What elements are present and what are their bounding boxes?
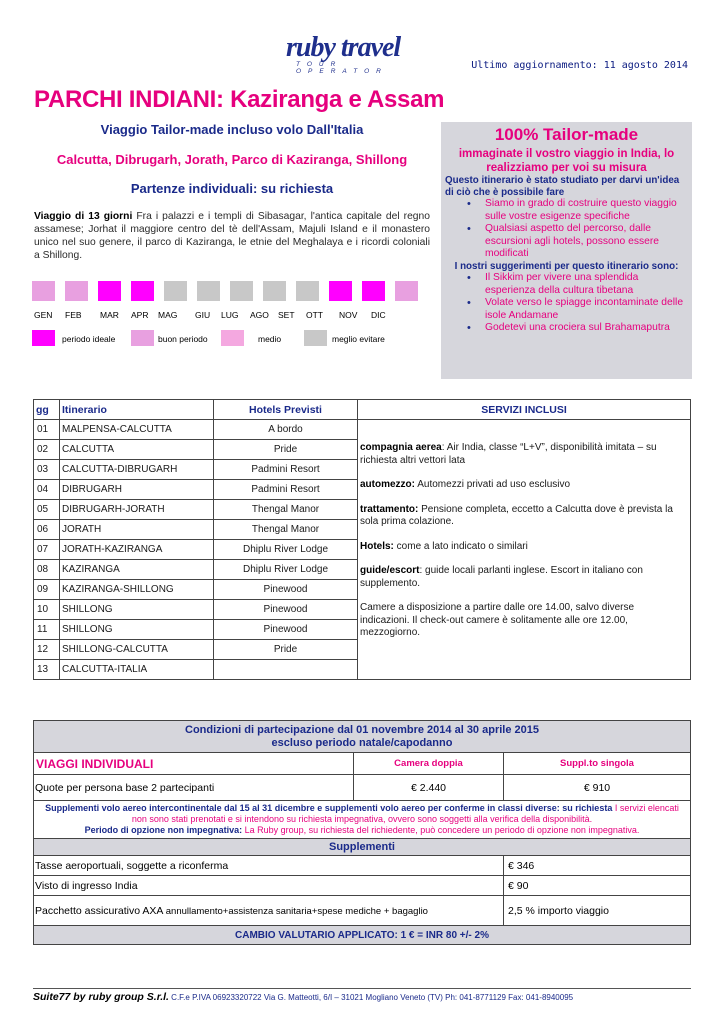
footer-divider (33, 988, 691, 989)
month-calendar (32, 281, 422, 324)
col-servizi: SERVIZI INCLUSI (358, 400, 691, 420)
col-itinerario: Itinerario (60, 400, 214, 420)
supplement-label-text: Visto di ingresso India (35, 879, 138, 892)
month-square-lug (230, 281, 253, 301)
trip-description (34, 210, 430, 262)
viaggi-individuali-label: VIAGGI INDIVIDUALI (34, 753, 354, 775)
trip-description-text: Fra i palazzi e i templi di Sibasagar, l'antica capitale del regno assamese; Jorhat il maggiore centro del tè dell'Assam, Majuli Island e il monastero unico nel suo genere, il parco di Kaziranga, le etnie del Meghalaya e i ricordi coloniali a Shillong. (34, 211, 430, 261)
itinerary-stage: JORATH-KAZIRANGA (60, 540, 214, 560)
supplement-value: € 346 (504, 856, 691, 876)
month-square-set (296, 281, 319, 301)
day-number: 12 (34, 640, 60, 660)
tailor-list-item: • Volate verso le spiagge incontaminate delle isole Andamane (445, 297, 688, 322)
service-text: : Air India, classe “L+V”, disponibilità imitata – su richiesta altri vettori lata (360, 442, 657, 466)
day-number: 13 (34, 660, 60, 680)
service-item (360, 602, 686, 640)
footer-company-info: C.F.e P.IVA 06923320722 Via G. Matteotti, 6/I – 31021 Mogliano Veneto (TV) Ph: 041-8771129 Fax: 041-8940095 (168, 993, 574, 1002)
tailor-subtitle: immaginate il vostro viaggio in India, lo realizziamo per voi su misura (458, 148, 675, 174)
legend-swatch (131, 330, 154, 346)
hotel-name: Dhiplu River Lodge (214, 540, 358, 560)
tailor-list-item: • Siamo in grado di costruire questo viaggio sulle vostre esigenze specifiche (445, 198, 688, 223)
supplement-label (34, 856, 504, 876)
hotel-name: Pride (214, 440, 358, 460)
month-label-ott: OTT (306, 310, 323, 320)
supplement-value: € 90 (504, 876, 691, 896)
service-text: Pensione completa, eccetto a Calcutta dove è prevista la sola prima colazione. (360, 503, 673, 527)
service-text: come a lato indicato o similari (393, 540, 528, 552)
month-label-mag: MAG (158, 310, 178, 320)
service-item (360, 504, 686, 529)
service-text: Camere a disposizione a partire dalle ore 14.00, salvo diverse indicazioni. Il check-out camere è solitamente alle ore 12.00, mezzogiorno. (360, 602, 635, 638)
itinerary-stage: CALCUTTA-DIBRUGARH (60, 460, 214, 480)
conditions-period: Condizioni di partecipazione dal 01 novembre 2014 al 30 aprile 2015 (185, 723, 539, 736)
service-item (360, 479, 686, 492)
day-number: 04 (34, 480, 60, 500)
supplement-value: 2,5 % importo viaggio (504, 896, 691, 926)
service-item (360, 442, 686, 467)
month-square-dic (395, 281, 418, 301)
header (0, 0, 724, 86)
hotel-name: Thengal Manor (214, 500, 358, 520)
tailor-list-item: • Qualsiasi aspetto del percorso, dalle escursioni agli hotels, possono essere modificati (445, 223, 688, 261)
service-text: Automezzi privati ad uso esclusivo (415, 479, 571, 490)
month-label-dic: DIC (371, 310, 386, 320)
itinerary-stage: MALPENSA-CALCUTTA (60, 420, 214, 440)
month-label-ago: AGO (250, 310, 269, 320)
month-label-apr: APR (131, 310, 149, 320)
itinerary-table (33, 399, 691, 680)
quote-label: Quote per persona base 2 partecipanti (34, 775, 354, 801)
month-square-ott (329, 281, 352, 301)
hotel-name: Padmini Resort (214, 480, 358, 500)
month-square-ago (263, 281, 286, 301)
note-option-label: Periodo di opzione non impegnativa: (84, 825, 243, 835)
tailor-list-2 (445, 272, 688, 335)
day-number: 10 (34, 600, 60, 620)
ruby-travel-logo (286, 32, 436, 75)
day-number: 03 (34, 460, 60, 480)
conditions-exclusion: escluso periodo natale/capodanno (271, 736, 453, 749)
day-number: 11 (34, 620, 60, 640)
tailor-head-2: I nostri suggerimenti per questo itinerario sono: (454, 260, 679, 272)
supplement-label (34, 896, 504, 926)
day-number: 01 (34, 420, 60, 440)
subtitle-departures: Partenze individuali: su richiesta (130, 181, 334, 196)
col-suppl-singola: Suppl.to singola (504, 753, 691, 775)
hotel-name: Padmini Resort (214, 460, 358, 480)
service-label: guide/escort (360, 565, 420, 576)
supplementi-header: Supplementi (34, 839, 691, 856)
itinerary-stage: DIBRUGARH (60, 480, 214, 500)
conditions-header (34, 721, 691, 753)
footer-brand: Suite77 by ruby group S.r.l. (33, 991, 169, 1003)
supplement-label-text: Pacchetto assicurativo AXA (35, 904, 166, 917)
itinerary-stage: CALCUTTA-ITALIA (60, 660, 214, 680)
legend-swatch (32, 330, 55, 346)
col-hotels: Hotels Previsti (214, 400, 358, 420)
conditions-notes (34, 801, 691, 839)
legend-swatch (221, 330, 244, 346)
hotel-name: Pinewood (214, 600, 358, 620)
supplement-rows (34, 856, 691, 926)
legend-label: periodo ideale (62, 334, 116, 344)
month-label-nov: NOV (339, 310, 358, 320)
month-label-gen: GEN (34, 310, 53, 320)
hotel-name (214, 660, 358, 680)
note-option-text: La Ruby group, su richiesta del richiedente, può concedere un periodo di opzione non impegnativa. (242, 825, 640, 835)
supplement-label-text: Tasse aeroportuali, soggette a riconferma (35, 859, 229, 872)
hotel-name: Dhiplu River Lodge (214, 560, 358, 580)
month-square-nov (362, 281, 385, 301)
day-number: 02 (34, 440, 60, 460)
tailor-title: 100% Tailor-made (494, 125, 639, 144)
month-square-mag (164, 281, 187, 301)
legend-label: buon periodo (158, 334, 208, 344)
intro-block (34, 122, 430, 262)
supplement-row (34, 876, 691, 896)
hotel-name: Pinewood (214, 580, 358, 600)
day-number: 06 (34, 520, 60, 540)
legend-swatch (304, 330, 327, 346)
tailor-list-1 (445, 198, 688, 261)
supplement-label (34, 876, 504, 896)
itinerary-stage: SHILLONG (60, 620, 214, 640)
col-camera-doppia: Camera doppia (354, 753, 504, 775)
calendar-legend (32, 330, 422, 346)
month-label-mar: MAR (100, 310, 119, 320)
hotel-name: Pride (214, 640, 358, 660)
month-square-apr (131, 281, 154, 301)
day-number: 09 (34, 580, 60, 600)
service-item (360, 541, 686, 554)
tailor-list-item: • Il Sikkim per vivere una splendida esperienza della cultura tibetana (445, 272, 688, 297)
day-number: 07 (34, 540, 60, 560)
logo-main-text: ruby travel (286, 32, 401, 63)
conditions-table (33, 720, 691, 945)
legend-label: medio (258, 334, 282, 344)
hotel-name: Thengal Manor (214, 520, 358, 540)
legend-label: meglio evitare (332, 334, 385, 344)
day-number: 08 (34, 560, 60, 580)
last-updated: Ultimo aggiornamento: 11 agosto 2014 (471, 60, 688, 71)
itinerary-row (34, 420, 691, 440)
hotel-name: Pinewood (214, 620, 358, 640)
included-services (358, 420, 691, 680)
service-text: : guide locali parlanti inglese. Escort in italiano con supplemento. (360, 565, 643, 589)
month-label-set: SET (278, 310, 295, 320)
tailor-head-1: Questo itinerario è stato studiato per darvi un'idea di ciò che è possibile fare (445, 175, 680, 198)
note-services: I servizi elencati non sono stati prenotati e si intendono su richiesta impegnativa, ovvero sono soggetti alla verifica della disponibilità. (131, 803, 679, 824)
month-square-mar (98, 281, 121, 301)
service-label: compagnia aerea (360, 442, 442, 453)
month-square-feb (65, 281, 88, 301)
quote-singola: € 910 (504, 775, 691, 801)
month-label-lug: LUG (221, 310, 239, 320)
itinerary-stage: KAZIRANGA (60, 560, 214, 580)
logo-sub-text: TOUR OPERATOR (296, 61, 388, 75)
tailor-made-box (441, 122, 692, 379)
itinerary-stage: KAZIRANGA-SHILLONG (60, 580, 214, 600)
itinerary-stage: CALCUTTA (60, 440, 214, 460)
service-label: automezzo: (360, 479, 415, 490)
month-square-giu (197, 281, 220, 301)
exchange-rate: CAMBIO VALUTARIO APPLICATO: 1 € = INR 80 +/- 2% (34, 926, 691, 945)
service-label: trattamento: (360, 503, 419, 515)
hotel-name: A bordo (214, 420, 358, 440)
tailor-list-item: • Godetevi una crociera sul Brahamaputra (445, 322, 688, 335)
itinerary-stage: SHILLONG (60, 600, 214, 620)
service-item (360, 565, 686, 590)
subtitle-destinations: Calcutta, Dibrugarh, Jorath, Parco di Kaziranga, Shillong (56, 152, 408, 167)
quote-doppia: € 2.440 (354, 775, 504, 801)
trip-duration: Viaggio di 13 giorni (34, 211, 133, 222)
page-title: PARCHI INDIANI: Kaziranga e Assam (34, 86, 445, 113)
service-label: Hotels: (360, 540, 394, 552)
note-flight-supplements: Supplementi volo aereo intercontinentale dal 15 al 31 dicembre e supplementi volo aereo per conferme in classi diverse: su richiesta (45, 803, 613, 813)
subtitle-tailor-made: Viaggio Tailor-made incluso volo Dall'Italia (100, 122, 364, 137)
supplement-row (34, 856, 691, 876)
supplement-row (34, 896, 691, 926)
footer (33, 991, 573, 1003)
supplement-detail: annullamento+assistenza sanitaria+spese mediche + bagaglio (165, 905, 428, 917)
day-number: 05 (34, 500, 60, 520)
month-label-giu: GIU (195, 310, 211, 320)
month-labels (32, 310, 422, 324)
month-label-feb: FEB (65, 310, 82, 320)
itinerary-stage: JORATH (60, 520, 214, 540)
col-gg: gg (34, 400, 60, 420)
itinerary-stage: DIBRUGARH-JORATH (60, 500, 214, 520)
month-squares (32, 281, 422, 301)
itinerary-stage: SHILLONG-CALCUTTA (60, 640, 214, 660)
month-square-gen (32, 281, 55, 301)
